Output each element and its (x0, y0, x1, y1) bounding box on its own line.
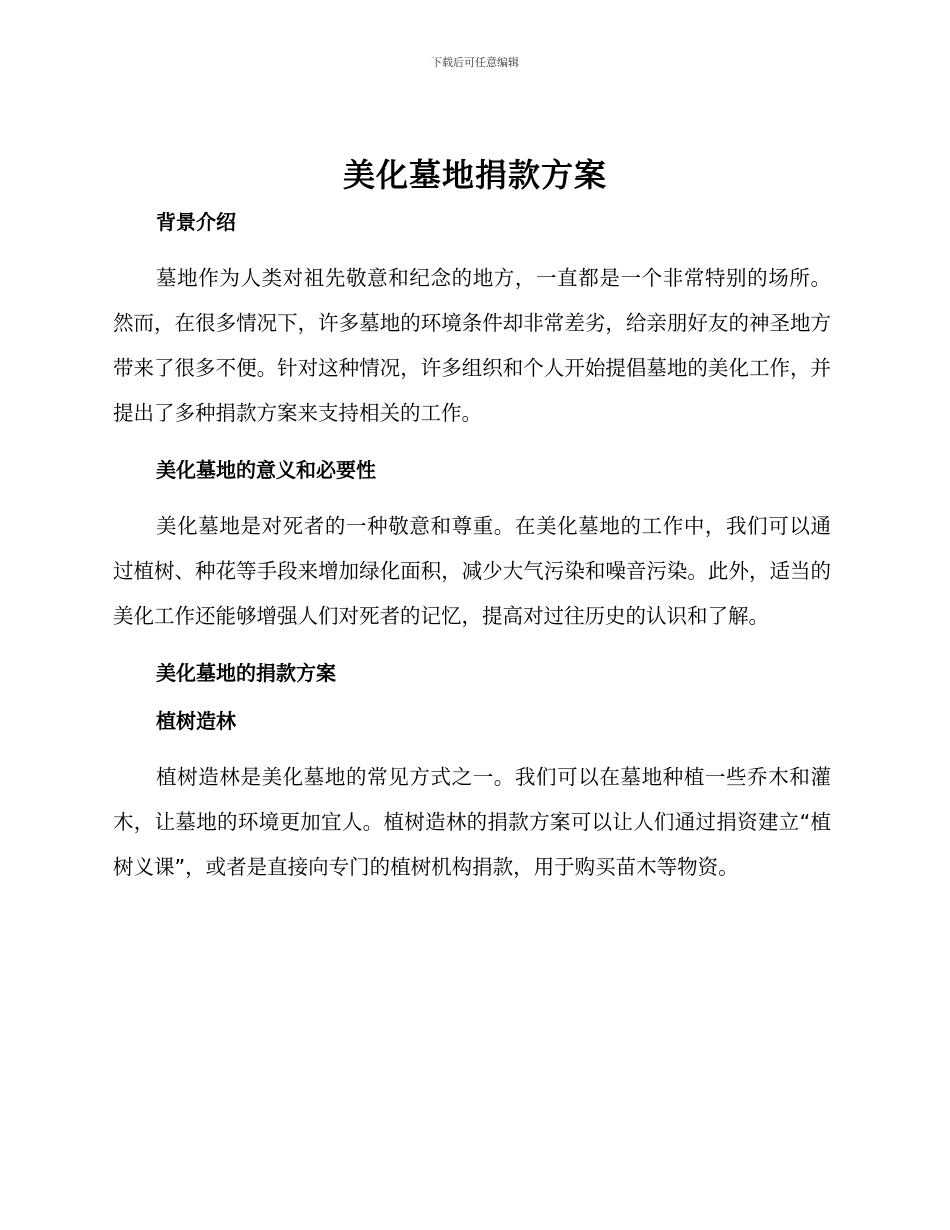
document-title: 美化墓地捐款方案 (342, 156, 607, 194)
section-heading-donation-plans: 美化墓地的捐款方案 (156, 661, 336, 685)
section-paragraph-background: 墓地作为人类对祖先敬意和纪念的地方，一直都是一个非常特别的场所。然而，在很多情况下，许多墓地的环境条件却非常差劣，给亲朋好友的神圣地方带来了很多不便。针对这种情况，许多组织和个人开始提倡墓地的美化工作，并提出了多种捐款方案来支持相关的工作。 (113, 266, 831, 425)
section-paragraph-significance: 美化墓地是对死者的一种敬意和尊重。在美化墓地的工作中，我们可以通过植树、种花等手段来增加绿化面积，减少大气污染和噪音污染。此外，适当的美化工作还能够增强人们对死者的记忆，提高对过往历史的认识和了解。 (113, 514, 831, 628)
section-paragraph-tree-planting: 植树造林是美化墓地的常见方式之一。我们可以在墓地种植一些乔木和灌木，让墓地的环境更加宜人。植树造林的捐款方案可以让人们通过捐资建立“植树义课”，或者是直接向专门的植树机构捐款，用于购买苗木等物资。 (113, 765, 831, 879)
page-header-note: 下载后可任意编辑 (431, 56, 519, 69)
section-heading-background: 背景介绍 (156, 210, 236, 234)
section-heading-tree-planting: 植树造林 (156, 709, 236, 733)
section-heading-significance: 美化墓地的意义和必要性 (156, 458, 376, 482)
document-body (113, 205, 831, 890)
